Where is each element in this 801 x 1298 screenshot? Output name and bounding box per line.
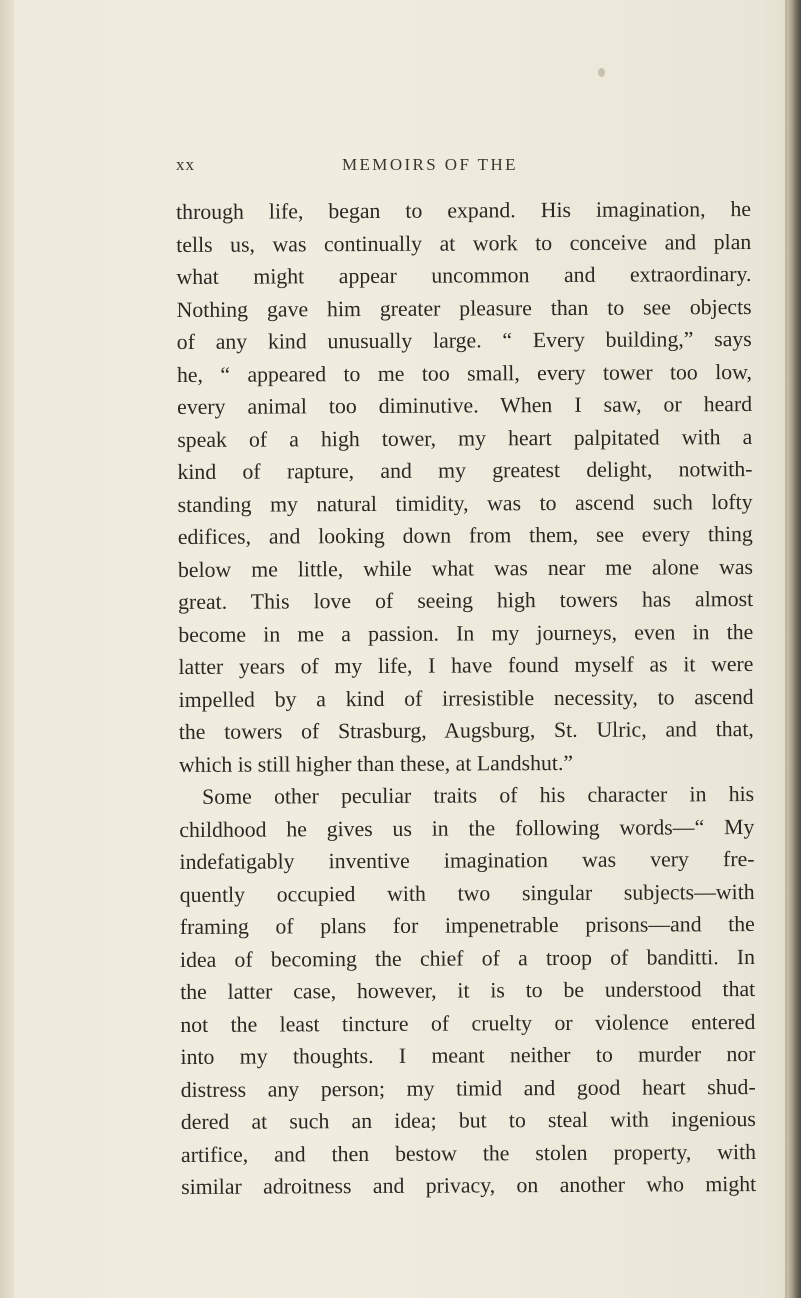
text-line: kind of rapture, and my greatest delight, notwith- <box>177 456 753 484</box>
text-line: become in me a passion. In my journeys, even in the <box>178 619 754 647</box>
text-line: the towers of Strasburg, Augsburg, St. Ulric, and that, <box>178 716 754 744</box>
page-number: xx <box>176 155 195 174</box>
text-line: idea of becoming the chief of a troop of banditti. In <box>179 944 756 972</box>
text-line: latter years of my life, I have found myself as it were <box>178 651 754 679</box>
text-line: great. This love of seeing high towers has almost <box>178 586 754 614</box>
running-head <box>0 155 801 181</box>
page-gutter-shadow <box>0 0 14 1298</box>
text-line: framing of plans for impenetrable prisons—and the <box>179 911 755 939</box>
text-line: into my thoughts. I meant neither to murder nor <box>180 1041 756 1069</box>
page-edge-shadow <box>787 0 801 1298</box>
text-line: the latter case, however, it is to be understood that <box>180 976 756 1004</box>
text-line: what might appear uncommon and extraordinary. <box>176 261 752 289</box>
text-line: which is still higher than these, at Landshut.” <box>178 750 574 777</box>
text-line: dered at such an idea; but to steal with ingenious <box>180 1106 756 1134</box>
text-line: edifices, and looking down from them, see every thing <box>177 521 753 549</box>
text-line: of any kind unusually large. “ Every building,” says <box>176 326 752 354</box>
text-line: indefatigably inventive imagination was very fre- <box>179 846 755 874</box>
text-line: below me little, while what was near me alone was <box>177 554 754 582</box>
body-text <box>176 193 756 1203</box>
text-line: through life, began to expand. His imagination, he <box>176 196 752 224</box>
text-line: artifice, and then bestow the stolen property, with <box>180 1139 757 1167</box>
text-line: speak of a high tower, my heart palpitated with a <box>177 424 753 452</box>
text-line: Nothing gave him greater pleasure than to see objects <box>176 294 752 322</box>
text-line: impelled by a kind of irresistible necessity, to ascend <box>178 684 754 712</box>
text-line: Some other peculiar traits of his character in his <box>202 781 755 809</box>
text-line: not the least tincture of cruelty or violence entered <box>180 1009 756 1037</box>
text-line: childhood he gives us in the following words—“ My <box>179 814 755 842</box>
running-title: MEMOIRS OF THE <box>342 155 518 174</box>
text-line: similar adroitness and privacy, on another who might <box>181 1171 757 1199</box>
text-line: distress any person; my timid and good heart shud- <box>180 1074 756 1102</box>
paper-blemish <box>598 68 605 77</box>
text-line: he, “ appeared to me too small, every tower too low, <box>176 359 752 387</box>
text-line: tells us, was continually at work to conceive and plan <box>176 229 752 257</box>
text-line: quently occupied with two singular subjects—with <box>179 879 755 907</box>
text-line: standing my natural timidity, was to ascend such lofty <box>177 489 753 517</box>
text-line: every animal too diminutive. When I saw, or heard <box>177 391 753 419</box>
